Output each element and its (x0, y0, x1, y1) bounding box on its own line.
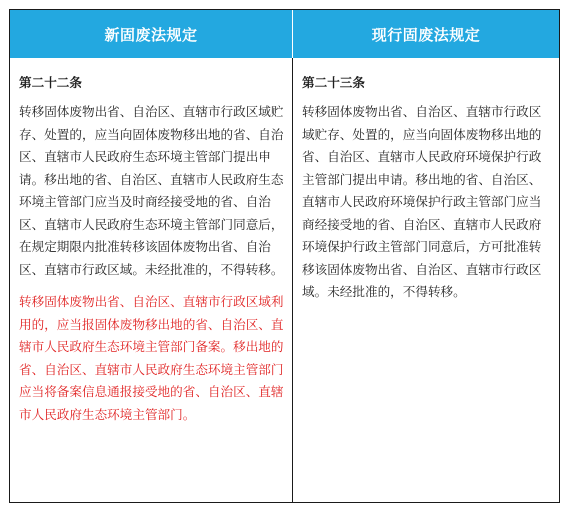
current-law-paragraph-1: 转移固体废物出省、自治区、直辖市行政区域贮存、处置的，应当向固体废物移出地的省、自治区、直辖市人民政府环境保护行政主管部门提出申请。移出地的省、自治区、直辖市人民政府环境保护行政主管部门应当商经接受地的省、自治区、直辖市人民政府环境保护行政主管部门同意后，方可批准转移该固体废物出省、自治区、直辖市行政区域。未经批准的，不得转移。 (302, 104, 542, 299)
header-current-law: 现行固废法规定 (293, 10, 559, 58)
comparison-table (9, 9, 560, 503)
new-law-cell (10, 58, 293, 502)
table-body-row (10, 58, 559, 502)
table-header-row (10, 10, 559, 58)
new-law-paragraph-1: 转移固体废物出省、自治区、直辖市行政区域贮存、处置的，应当向固体废物移出地的省、自治区、直辖市人民政府生态环境主管部门提出申请。移出地的省、自治区、直辖市人民政府生态环境主管部门应当及时商经接受地的省、自治区、直辖市人民政府生态环境主管部门同意后，在规定期限内批准转移该固体废物出省、自治区、直辖市行政区域。未经批准的，不得转移。 (19, 104, 284, 277)
new-law-article-title: 第二十二条 (19, 75, 82, 90)
current-law-cell (293, 58, 559, 502)
header-new-law: 新固废法规定 (10, 10, 293, 58)
new-law-paragraph-2-highlighted: 转移固体废物出省、自治区、直辖市行政区域利用的，应当报固体废物移出地的省、自治区、直辖市人民政府生态环境主管部门备案。移出地的省、自治区、直辖市人民政府生态环境主管部门应当将备案信息通报接受地的省、自治区、直辖市人民政府生态环境主管部门。 (19, 294, 284, 422)
current-law-article-title: 第二十三条 (302, 75, 365, 90)
